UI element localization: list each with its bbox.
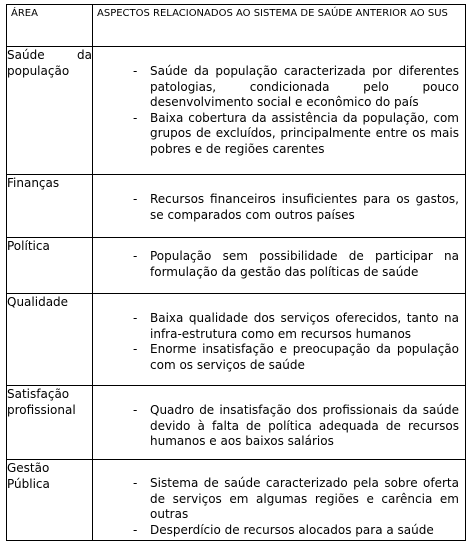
list-item: - Baixa qualidade dos serviços oferecidos, tanto na infra-estrutura como em recursos humanos (133, 311, 459, 341)
list-item: - Sistema de saúde caracterizado pela sobre oferta de serviços em algumas regiões e carência em outras (133, 476, 459, 522)
item-text: Quadro de insatisfação dos profissionais da saúde devido à falta de política adequada de recursos humanos e aos baixos salários (150, 403, 459, 449)
list-item: - Quadro de insatisfação dos profissionais da saúde devido à falta de política adequada de recursos humanos e aos baixos salários (133, 403, 459, 449)
area-label: Política (7, 239, 50, 253)
area-label: Saúde da (7, 48, 92, 62)
area-label: Satisfação (7, 387, 70, 401)
table-row (7, 238, 466, 294)
item-text: Sistema de saúde caracterizado pela sobre oferta de serviços em algumas regiões e carência em outras (150, 476, 459, 522)
area-label: Gestão (7, 461, 50, 475)
area-cell (7, 386, 93, 460)
area-label: Finanças (7, 176, 60, 190)
item-text: Baixa qualidade dos serviços oferecidos, tanto na infra-estrutura como em recursos humanos (150, 311, 459, 341)
list-item: - População sem possibilidade de participar na formulação da gestão das políticas de saúde (133, 249, 459, 279)
area-cell (7, 294, 93, 386)
area-label: Pública (7, 477, 50, 491)
item-text: Saúde da população caracterizada por diferentes patologias, condicionada pelo pouco desenvolvimento social e econômico do país (150, 64, 459, 110)
item-text: Enorme insatisfação e preocupação da população com os serviços de saúde (150, 342, 459, 372)
area-label: Qualidade (7, 295, 69, 309)
area-label: profissional (7, 403, 76, 417)
aspects-table (6, 4, 466, 541)
aspects-cell (93, 238, 466, 294)
list-item: - Desperdício de recursos alocados para a saúde (133, 522, 434, 537)
table-row (7, 386, 466, 460)
aspects-cell (93, 294, 466, 386)
aspects-cell (93, 386, 466, 460)
area-cell (7, 47, 93, 175)
list-item: - Recursos financeiros insuficientes para os gastos, se comparados com outros países (133, 192, 459, 222)
area-cell (7, 460, 93, 541)
list-item: - Saúde da população caracterizada por diferentes patologias, condicionada pelo pouco desenvolvimento social e econômico do país (133, 64, 459, 110)
table-row (7, 294, 466, 386)
table-row (7, 460, 466, 541)
header-aspects: ASPECTOS RELACIONADOS AO SISTEMA DE SAÚDE ANTERIOR AO SUS (93, 5, 466, 47)
item-text: Recursos financeiros insuficientes para os gastos, se comparados com outros países (150, 192, 459, 222)
area-cell (7, 238, 93, 294)
table-header-row (7, 5, 466, 47)
area-label: população (7, 64, 70, 78)
item-text: População sem possibilidade de participar na formulação da gestão das políticas de saúde (150, 249, 459, 279)
item-text: Baixa cobertura da assistência da população, com grupos de excluídos, principalmente entre os mais pobres e de regiões carentes (150, 110, 459, 156)
area-cell (7, 175, 93, 238)
list-item: - Baixa cobertura da assistência da população, com grupos de excluídos, principalmente entre os mais pobres e de regiões carentes (133, 110, 459, 156)
aspects-cell (93, 175, 466, 238)
aspects-cell (93, 460, 466, 541)
list-item: - Enorme insatisfação e preocupação da população com os serviços de saúde (133, 342, 459, 372)
table-row (7, 47, 466, 175)
header-area: ÁREA (7, 5, 93, 47)
table-row (7, 175, 466, 238)
item-text: Desperdício de recursos alocados para a saúde (150, 522, 434, 537)
aspects-cell (93, 47, 466, 175)
